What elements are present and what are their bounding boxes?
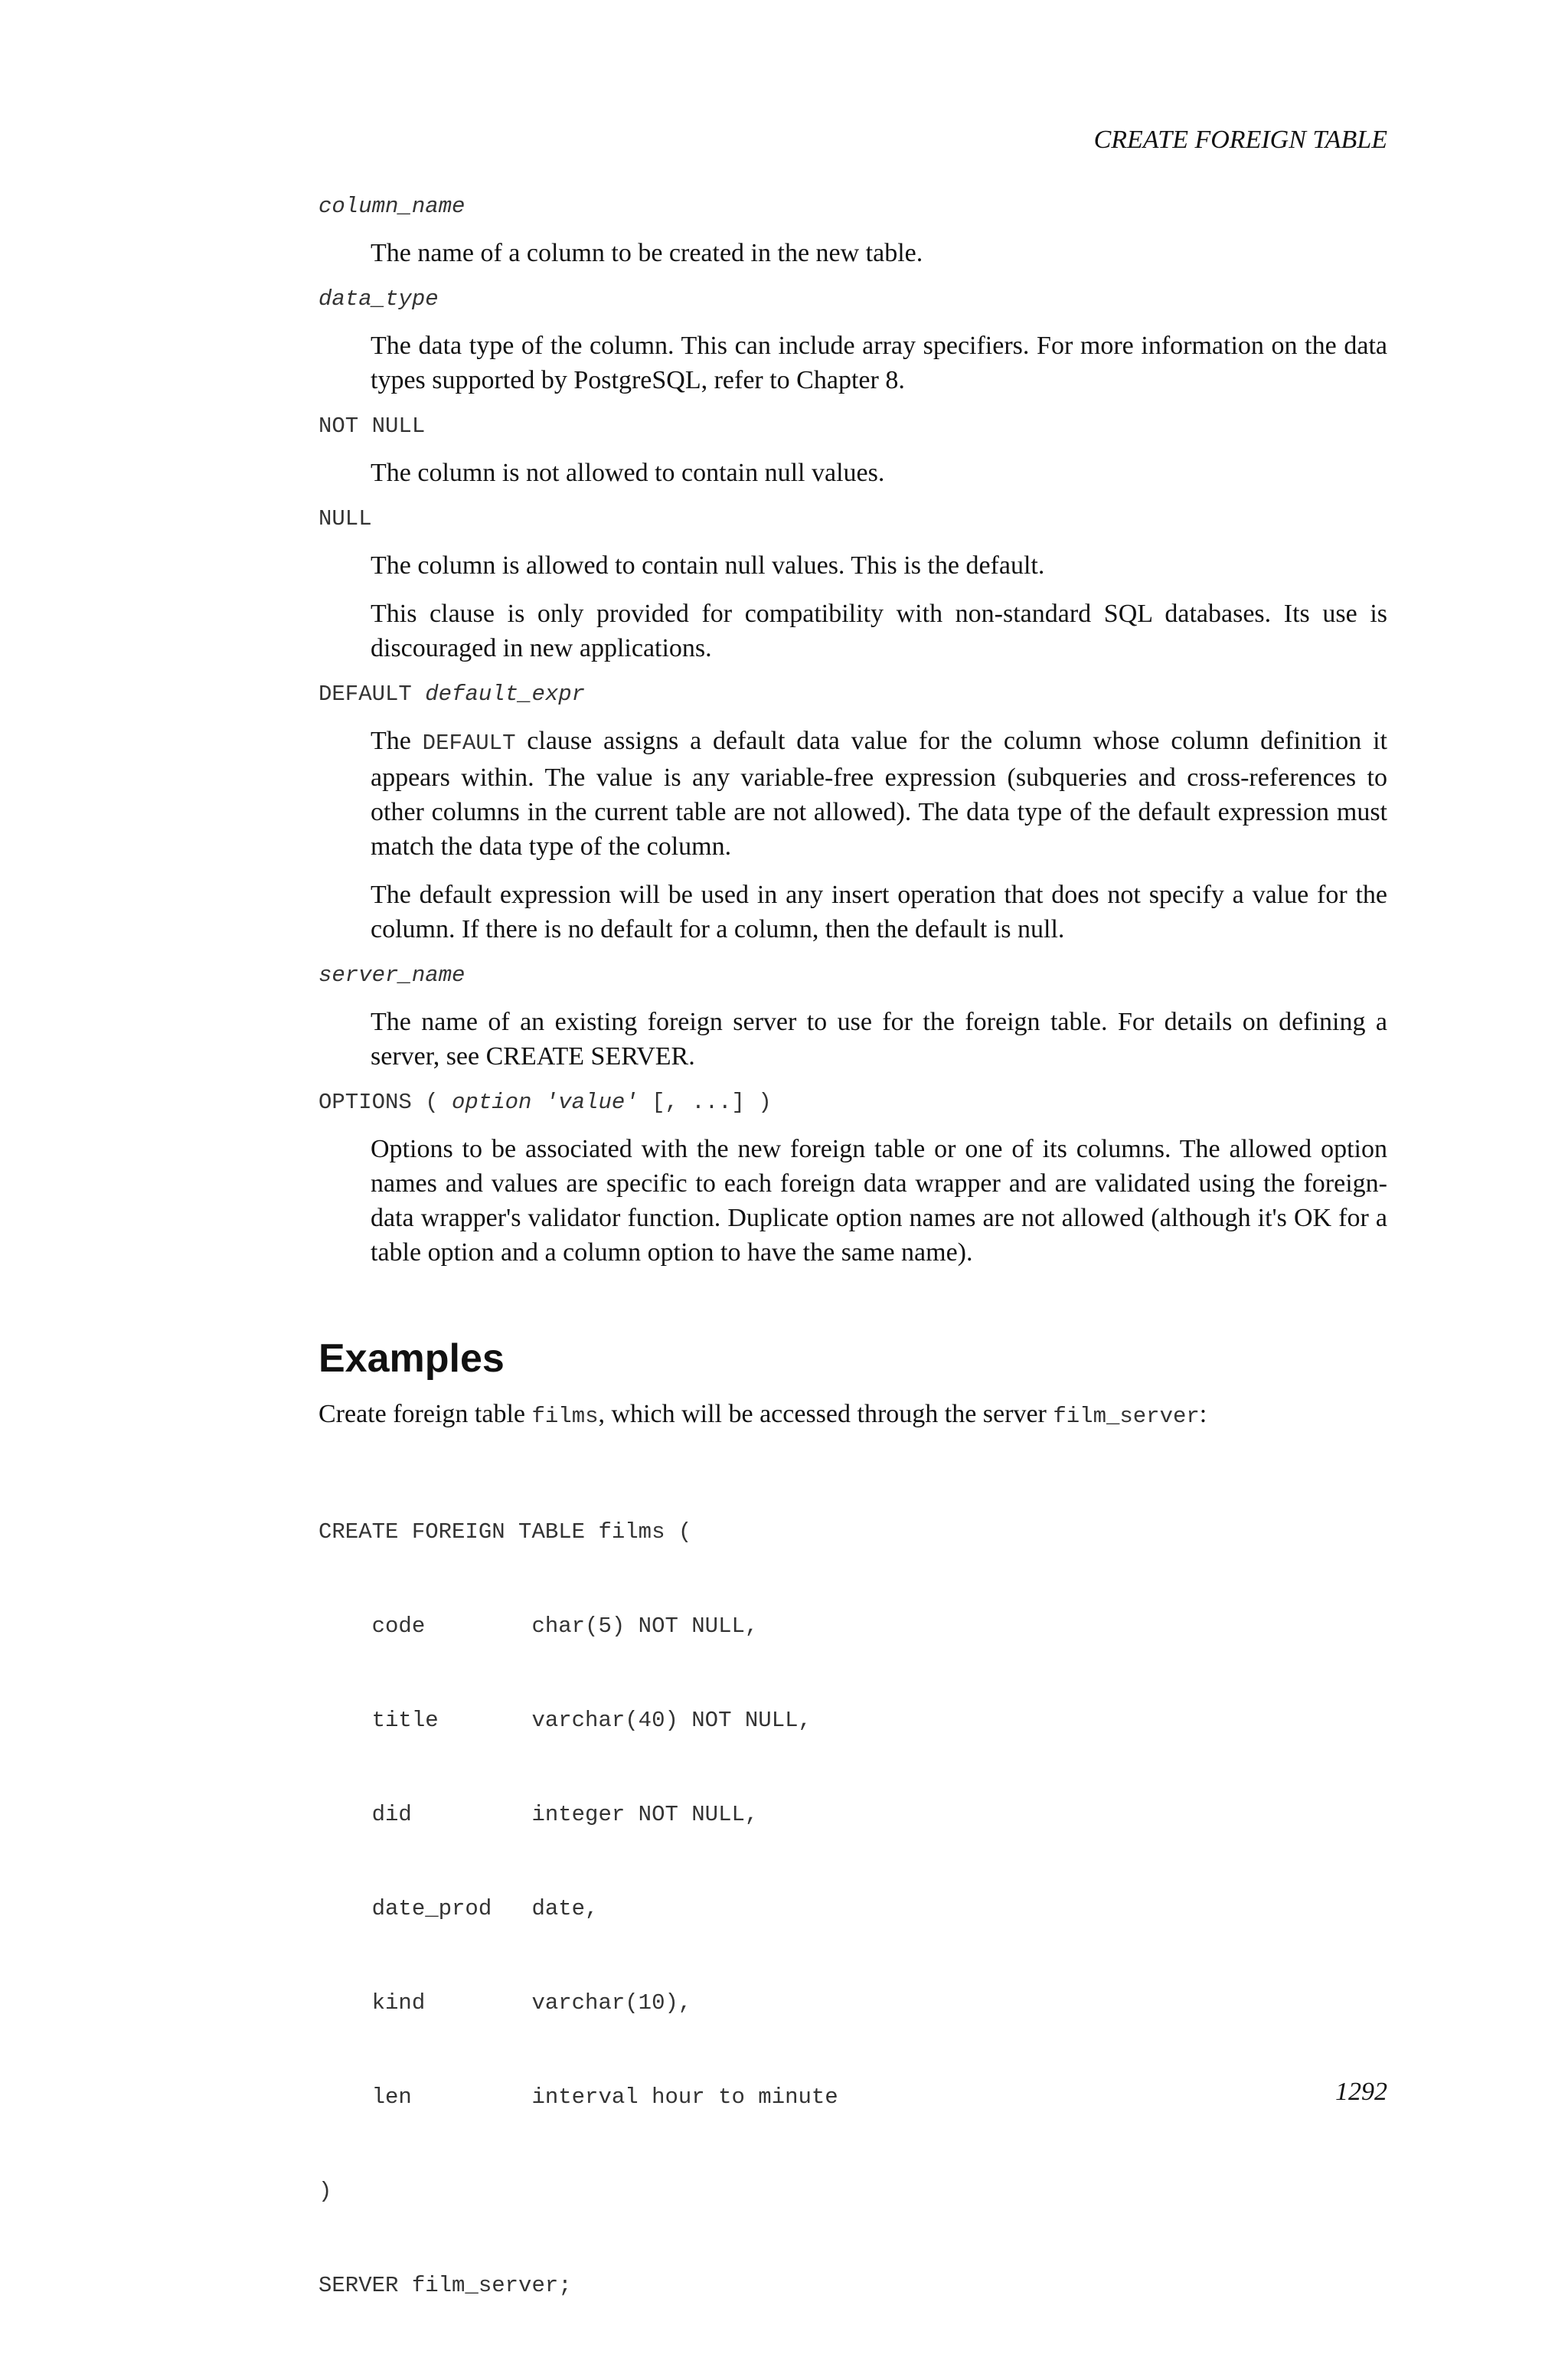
param-name: option [452,1090,532,1115]
param-description: Options to be associated with the new foreign table or one of its columns. The allowed option names and values are specific to each foreign data wrapper and are validated using the foreign-data wrapper's validator function. Duplicate option names are not allowed (although it's OK for a table option and a column option to have the same name). [371,1135,1387,1267]
text-span: , which will be accessed through the server [598,1400,1054,1428]
text-span: clause assigns a default data value for the column whose column definition it appears within. The value is any variable-free expression (subqueries and cross-references to other columns in the current table are not allowed). The data type of the default expression must match the data type of the column. [371,727,1388,861]
page-number: 1292 [1335,2078,1387,2106]
code-line: date_prod date, [318,1896,599,1921]
param-entry-data-type [318,284,1387,397]
document-body [318,191,1387,2364]
inline-code: DEFAULT [422,731,516,756]
section-heading-examples: Examples [318,1336,505,1381]
inline-code: film_server [1053,1404,1200,1429]
param-name: column_name [318,194,466,219]
param-entry-server-name [318,960,1387,1074]
examples-intro [318,1397,1387,1434]
param-entry-null [318,504,1387,665]
param-term [318,679,1387,710]
param-description-note: This clause is only provided for compatibility with non-standard SQL databases. Its use is discouraged in new applications. [371,600,1387,662]
text-span: : [1199,1400,1207,1428]
param-description: The name of a column to be created in the new table. [371,239,923,267]
param-name: default_expr [425,682,586,707]
text-span: Create foreign table [318,1400,532,1428]
param-description [371,724,1387,864]
section-spacer [318,1283,1387,1336]
code-line: code char(5) NOT NULL, [318,1614,759,1639]
param-term: NOT NULL [318,414,426,439]
param-name: data_type [318,286,439,312]
param-value: 'value' [531,1090,639,1115]
param-description-note: The default expression will be used in any insert operation that does not specify a value for the column. If there is no default for a column, then the default is null. [371,881,1387,943]
code-line: ) [318,2179,332,2204]
param-description: The column is not allowed to contain null values. [371,459,885,487]
param-description: The data type of the column. This can include array specifiers. For more information on the data types supported by PostgreSQL, refer to Chapter 8. [371,332,1387,394]
param-term [318,960,1387,991]
param-description: The column is allowed to contain null values. This is the default. [371,551,1045,580]
code-line: title varchar(40) NOT NULL, [318,1708,812,1733]
code-line: did integer NOT NULL, [318,1802,759,1827]
param-keyword: OPTIONS ( [318,1090,452,1115]
running-header: CREATE FOREIGN TABLE [1093,126,1387,154]
document-page [318,0,1388,2298]
param-entry-column-name [318,191,1387,270]
text-span: The [371,727,423,755]
param-term [318,284,1387,315]
param-suffix: [, ...] ) [638,1090,772,1115]
inline-code: films [531,1404,599,1429]
param-term [318,1087,1387,1118]
code-line: CREATE FOREIGN TABLE films ( [318,1519,692,1545]
param-term [318,191,1387,222]
param-name: server_name [318,963,466,988]
param-entry-options [318,1087,1387,1270]
param-description: The name of an existing foreign server to use for the foreign table. For details on defining a server, see CREATE SERVER. [371,1008,1387,1071]
code-line: kind varchar(10), [318,1990,692,2016]
code-line: len interval hour to minute [318,2084,838,2110]
param-entry-not-null [318,411,1387,490]
code-block [318,1453,1387,2364]
code-line: SERVER film_server; [318,2273,572,2298]
param-entry-default [318,679,1387,947]
param-keyword: DEFAULT [318,682,412,707]
param-term: NULL [318,506,372,531]
